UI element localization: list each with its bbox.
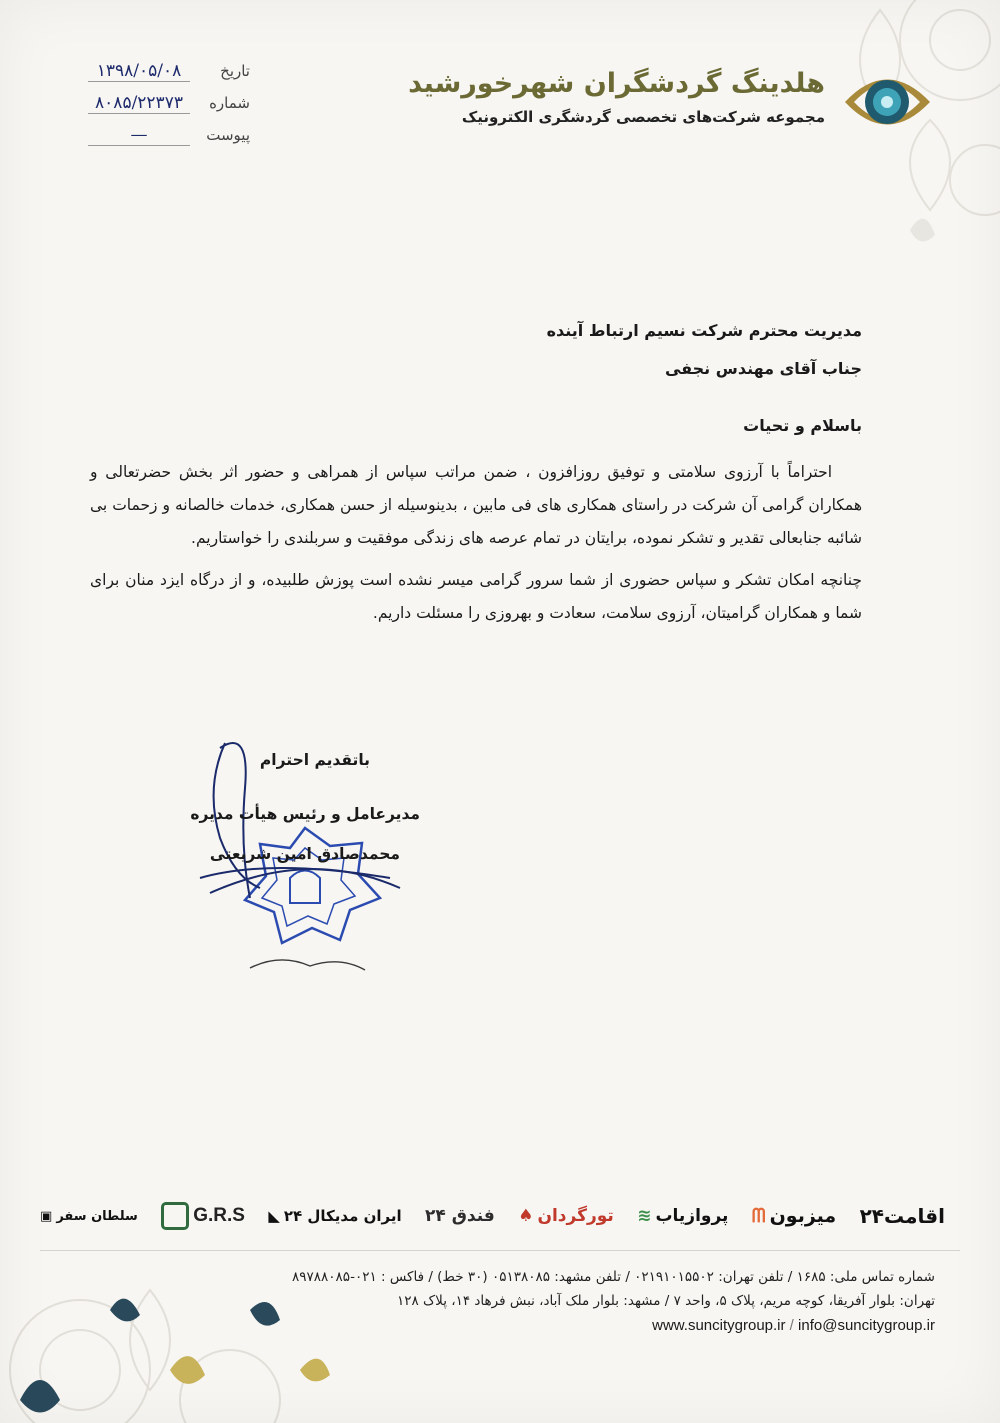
body-paragraph-1 xyxy=(90,456,862,555)
website-link[interactable]: www.suncitygroup.ir xyxy=(652,1317,786,1334)
email-link[interactable]: info@suncitygroup.ir xyxy=(798,1317,935,1334)
brand-iranmedical-text: ایران مدیکال ۲۴ xyxy=(283,1207,402,1225)
date-row xyxy=(60,55,250,87)
grs-logo-icon xyxy=(161,1202,189,1230)
greeting: باسلام و تحیات xyxy=(743,416,862,435)
footer-web xyxy=(135,1313,935,1339)
brand-fandogh-text: فندق ۲۴ xyxy=(425,1206,495,1226)
date-value: ۱۳۹۸/۰۵/۰۸ xyxy=(88,61,190,82)
brand-mizboon-text: میزبون xyxy=(769,1205,837,1227)
attachment-label: پیوست xyxy=(206,126,250,144)
number-label: شماره xyxy=(209,94,250,112)
brand-soltan xyxy=(40,1209,138,1224)
number-value: ۸۰۸۵/۲۲۳۷۳ xyxy=(88,93,190,114)
logo-subtitle: مجموعه شرکت‌های تخصصی گردشگری الکترونیک xyxy=(461,108,825,126)
addressee xyxy=(162,312,862,388)
logo-title: هلدینگ گردشگران شهرخورشید xyxy=(408,68,825,99)
mizboon-mark-icon: ᗰ xyxy=(751,1205,766,1227)
company-logo xyxy=(408,62,935,142)
brand-eghamat-text: اقامت۲۴ xyxy=(859,1204,945,1228)
signature-block xyxy=(150,740,420,874)
soltan-logo-icon: ▣ xyxy=(40,1208,53,1224)
signature-title: مدیرعامل و رئیس هیأت مدیره xyxy=(190,805,420,823)
brand-parvazyab xyxy=(637,1206,728,1226)
brand-grs xyxy=(161,1202,245,1230)
footer-addresses: تهران: بلوار آفریقا، کوچه مریم، پلاک ۵، واحد ۷ / مشهد: بلوار ملک آباد، نبش فرهاد ۱۴، پلاک ۱۲۸ xyxy=(397,1293,935,1309)
tulip-icon: ♠ xyxy=(518,1206,534,1226)
sun-eye-emblem-icon xyxy=(840,62,935,142)
brand-soltan-text: سلطان سفر xyxy=(56,1208,138,1224)
brand-logos-row xyxy=(40,1196,945,1236)
brand-tourgardan xyxy=(518,1206,614,1226)
brand-tourgardan-text: تورگردان xyxy=(537,1206,614,1226)
brand-iranmedical xyxy=(268,1207,401,1225)
addressee-company: مدیریت محترم شرکت نسیم ارتباط آینده xyxy=(546,321,862,340)
wing-icon: ≋ xyxy=(637,1206,652,1226)
brand-parvazyab-text: پروازیاب xyxy=(655,1206,729,1226)
brand-mizboon xyxy=(752,1205,836,1227)
web-separator: / xyxy=(785,1317,799,1334)
addressee-person: جناب آقای مهندس نجفی xyxy=(664,359,862,378)
number-row xyxy=(60,87,250,119)
signature-name: محمدصادق امین شریعتی xyxy=(209,845,400,863)
attachment-row xyxy=(60,119,250,151)
footer-contact xyxy=(135,1265,935,1339)
body-paragraph-1-text: احتراماً با آرزوی سلامتی و توفیق روزافزون ، ضمن مراتب سپاس از همراهی و حضور اثر بخش حضرتعالی و همکاران گرامی آن شرکت در راستای همکاری های فی مابین ، بدینوسیله از حسن همکاری، خدمات خالصانه و زحمات بی شائبه جنابعالی تقدیر و تشکر نموده، برایتان در تمام عرصه های زندگی موفقیت و سربلندی را خواستاریم. xyxy=(90,463,862,547)
letter-meta xyxy=(60,55,250,151)
body-paragraph-2-text: چنانچه امکان تشکر و سپاس حضوری از شما سرور گرامی میسر نشده است پوزش طلبیده، و از درگاه ایزد منان برای شما و همکاران گرامیتان، آرزوی سلامت، سعادت و بهروزی را مسئلت داریم. xyxy=(90,571,862,622)
footer-phones: شماره تماس ملی: ۱۶۸۵ / تلفن تهران: ۰۲۱۹۱۰۱۵۵۰۲ / تلفن مشهد: ۰۵۱۳۸۰۸۵ (۳۰ خط) / فاکس : ۰۲۱-۸۹۷۸۸۰۸۵ xyxy=(292,1269,935,1285)
body-paragraph-2 xyxy=(90,564,862,630)
attachment-value: — xyxy=(88,125,190,146)
brand-eghamat xyxy=(860,1204,945,1228)
date-label: تاریخ xyxy=(220,62,250,80)
brand-fandogh xyxy=(425,1206,495,1226)
footer-divider xyxy=(40,1250,960,1251)
iran-map-icon: ◣ xyxy=(268,1207,280,1225)
signature-closing: باتقدیم احترام xyxy=(259,751,370,769)
brand-grs-text: G.R.S xyxy=(193,1205,245,1226)
